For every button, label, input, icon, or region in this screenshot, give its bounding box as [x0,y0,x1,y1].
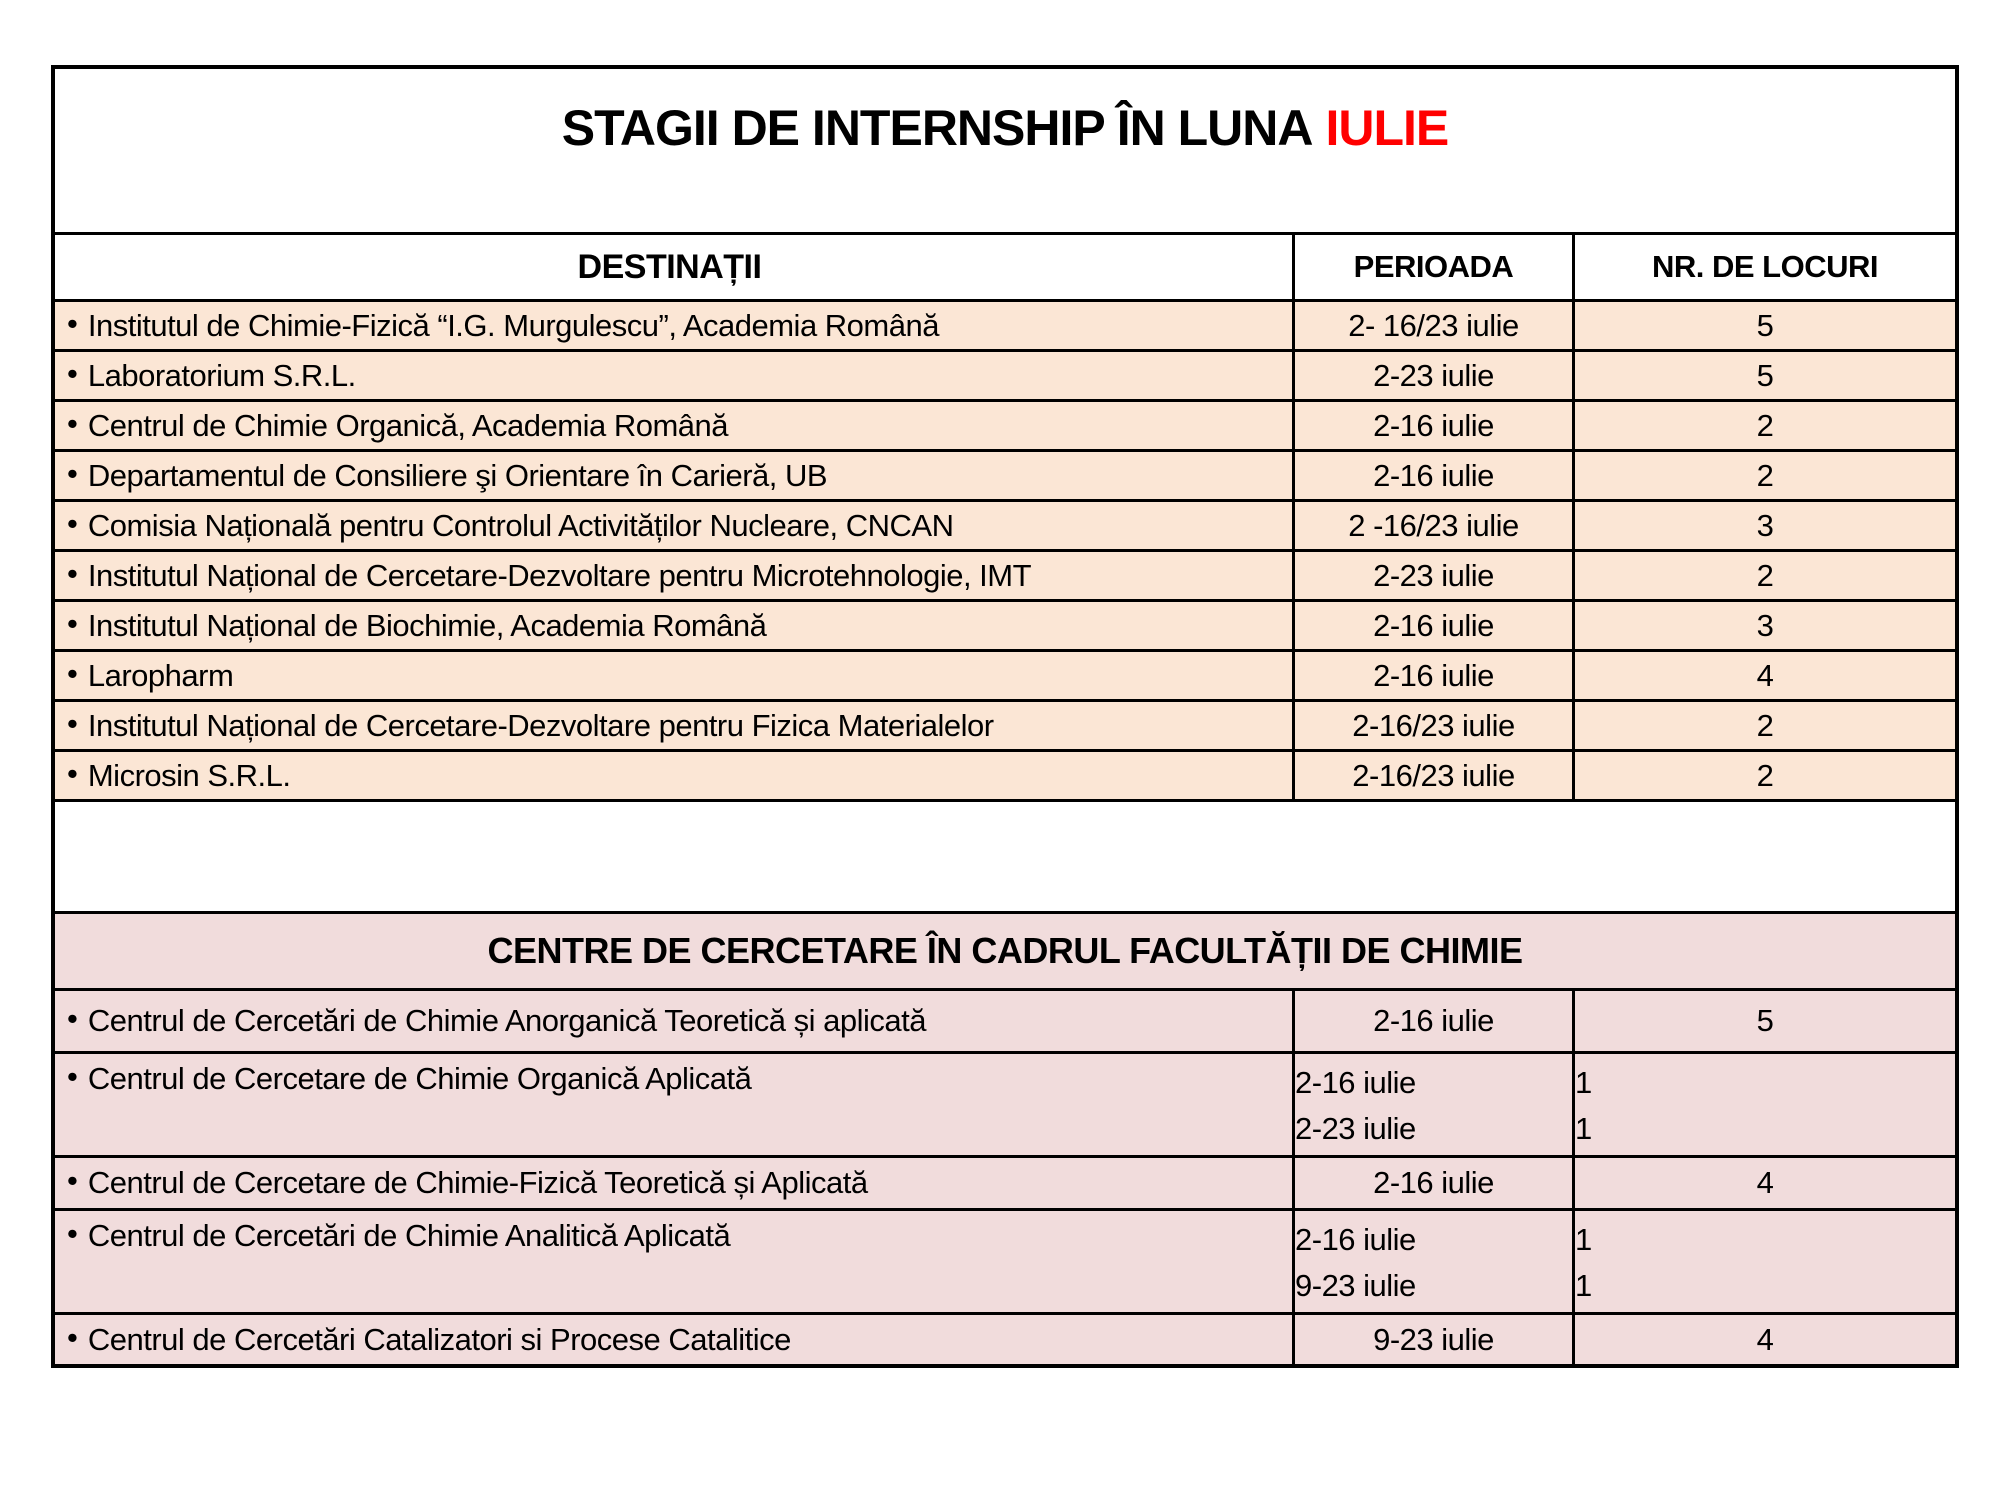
table-row [55,649,1955,699]
seats-line: 1 [1575,1065,1592,1100]
destination-cell [55,502,1292,549]
bullet-icon: • [67,755,78,791]
title-row [55,69,1955,232]
bullet-icon: • [67,505,78,541]
period-cell: 2 -16/23 iulie [1292,502,1572,549]
table-row [55,749,1955,799]
period-cell: 2-16 iulie [1292,452,1572,499]
table-row [55,1051,1955,1155]
period-line: 2-16 iulie [1295,1222,1416,1257]
bullet-icon: • [67,455,78,491]
table-row [55,299,1955,349]
bullet-icon: • [67,1163,78,1198]
destination-label: Institutul Național de Biochimie, Academia Română [87,607,767,643]
destination-cell [55,302,1292,349]
destination-cell [55,602,1292,649]
table-row [55,499,1955,549]
destination-label: Departamentul de Consiliere şi Orientare în Carieră, UB [87,457,828,493]
seats-cell: 4 [1572,1315,1955,1364]
seats-cell [1572,1054,1955,1155]
period-cell: 9-23 iulie [1292,1315,1572,1364]
bullet-icon: • [67,355,78,391]
period-cell [1292,1054,1572,1155]
seats-cell: 3 [1572,502,1955,549]
destination-cell [55,991,1292,1051]
period-line: 9-23 iulie [1295,1268,1416,1303]
seats-cell: 5 [1572,302,1955,349]
table-row [55,449,1955,499]
destination-cell [55,1158,1292,1208]
period-cell: 2-16 iulie [1292,1158,1572,1208]
bullet-icon: • [67,1319,78,1355]
table-row [55,399,1955,449]
period-cell [1292,1211,1572,1312]
table-row [55,599,1955,649]
destination-label: Centrul de Cercetări Catalizatori si Procese Catalitice [87,1321,791,1357]
col-header-destinations: DESTINAȚII [577,247,762,286]
seats-cell: 2 [1572,402,1955,449]
bullet-icon: • [67,605,78,641]
destination-label: Laropharm [87,657,234,693]
period-cell: 2-16 iulie [1292,991,1572,1051]
destination-label: Centrul de Cercetări de Chimie Anorganică Teoretică și aplicată [87,1003,926,1038]
page-title: STAGII DE INTERNSHIP ÎN LUNA [561,100,1313,156]
period-line: 2-16 iulie [1295,1065,1416,1100]
table-row [55,988,1955,1051]
destination-cell [55,1211,1292,1312]
period-cell: 2-16 iulie [1292,652,1572,699]
destination-label: Institutul Național de Cercetare-Dezvoltare pentru Microtehnologie, IMT [87,557,1032,593]
seats-cell: 2 [1572,452,1955,499]
period-cell: 2-16 iulie [1292,402,1572,449]
bullet-icon: • [67,1001,78,1036]
destination-label: Microsin S.R.L. [87,757,291,793]
period-cell: 2-16/23 iulie [1292,752,1572,799]
seats-line: 1 [1575,1111,1592,1146]
bullet-icon: • [67,1059,78,1094]
seats-cell: 2 [1572,552,1955,599]
bullet-icon: • [67,655,78,691]
seats-line: 1 [1575,1222,1592,1257]
destination-label: Centrul de Cercetare de Chimie-Fizică Teoretică și Aplicată [87,1165,868,1200]
table-row [55,549,1955,599]
internship-table [51,65,1959,1368]
destination-label: Centrul de Chimie Organică, Academia Română [87,407,729,443]
table-row [55,1155,1955,1208]
bullet-icon: • [67,555,78,591]
destination-label: Comisia Națională pentru Controlul Activităților Nucleare, CNCAN [87,507,954,543]
seats-line: 1 [1575,1268,1592,1303]
table-row [55,349,1955,399]
seats-cell: 4 [1572,1158,1955,1208]
destination-cell [55,552,1292,599]
period-line: 2-23 iulie [1295,1111,1416,1146]
column-header-row [55,232,1955,299]
bullet-icon: • [67,305,78,341]
section-header-row [55,911,1955,988]
table-row [55,699,1955,749]
period-cell: 2-16/23 iulie [1292,702,1572,749]
seats-cell: 5 [1572,352,1955,399]
seats-cell: 2 [1572,702,1955,749]
seats-cell [1572,1211,1955,1312]
col-header-period: PERIOADA [1292,235,1572,299]
bullet-icon: • [67,1216,78,1251]
destination-cell [55,1315,1292,1364]
destination-cell [55,352,1292,399]
destination-label: Centrul de Cercetare de Chimie Organică Aplicată [87,1061,752,1096]
bullet-icon: • [67,405,78,441]
destination-cell [55,1054,1292,1155]
table-row [55,1208,1955,1312]
seats-cell: 3 [1572,602,1955,649]
section-header-label: CENTRE DE CERCETARE ÎN CADRUL FACULTĂȚII DE CHIMIE [487,930,1523,971]
table-row [55,1312,1955,1364]
bullet-icon: • [67,705,78,741]
destination-label: Centrul de Cercetări de Chimie Analitică Aplicată [87,1218,731,1253]
seats-cell: 5 [1572,991,1955,1051]
seats-cell: 4 [1572,652,1955,699]
spacer-row [55,799,1955,911]
period-cell: 2-23 iulie [1292,352,1572,399]
destination-cell [55,752,1292,799]
destination-cell [55,452,1292,499]
period-cell: 2- 16/23 iulie [1292,302,1572,349]
page-title-highlight: IULIE [1325,100,1449,156]
seats-cell: 2 [1572,752,1955,799]
destination-cell [55,702,1292,749]
col-header-seats: NR. DE LOCURI [1572,235,1955,299]
destination-label: Institutul de Chimie-Fizică “I.G. Murgulescu”, Academia Română [87,307,939,343]
destination-label: Institutul Național de Cercetare-Dezvoltare pentru Fizica Materialelor [87,707,994,743]
destination-label: Laboratorium S.R.L. [87,357,356,393]
destination-cell [55,652,1292,699]
period-cell: 2-23 iulie [1292,552,1572,599]
period-cell: 2-16 iulie [1292,602,1572,649]
destination-cell [55,402,1292,449]
